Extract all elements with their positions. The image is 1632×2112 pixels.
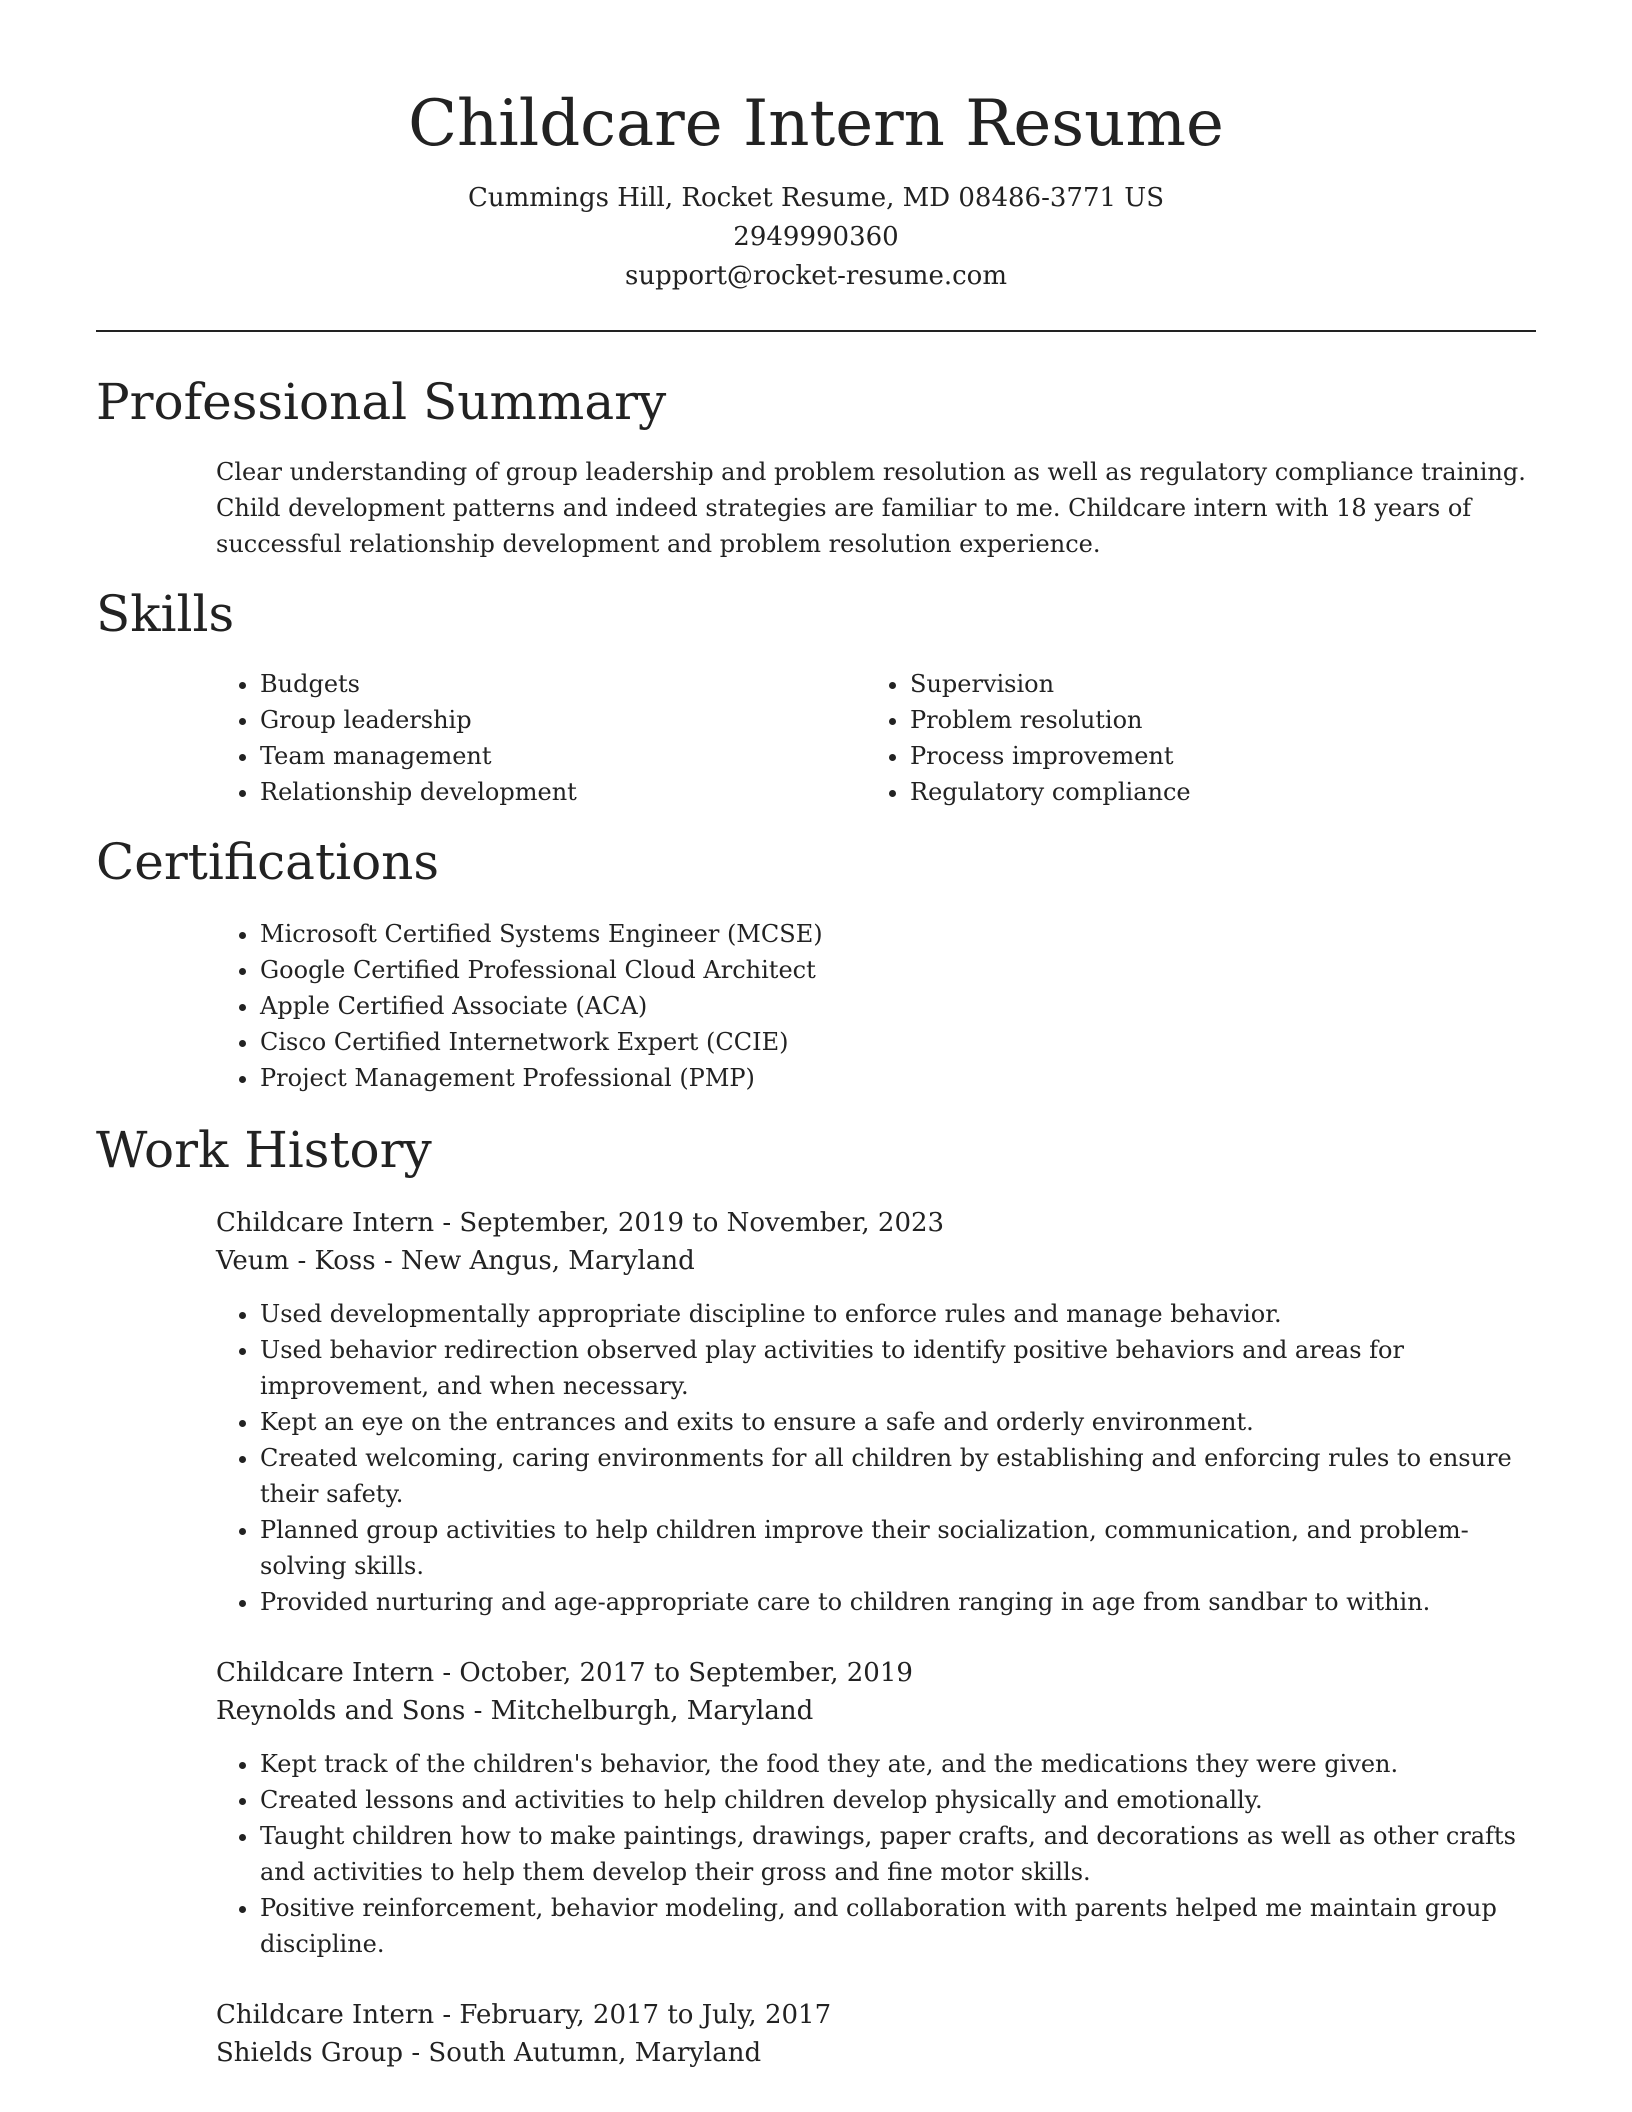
- job-duty-item: • Created welcoming, caring environments for all children by establishing and enforcing rules to ensure their safety.: [260, 1440, 1536, 1512]
- skills-list-right: [866, 666, 1516, 810]
- work-history-heading: Work History: [96, 1120, 432, 1179]
- certifications-list-wrapper: [216, 916, 1536, 1096]
- job-title-line: Childcare Intern - February, 2017 to July, 2017: [216, 1999, 832, 2030]
- summary-text: Clear understanding of group leadership and problem resolution as well as regulatory compliance training. Child development patterns and indeed strategies are familiar to me. Childcare intern with 18 years of successful relationship development and problem resolution experience.: [216, 457, 1526, 558]
- job-duty-item: • Positive reinforcement, behavior modeling, and collaboration with parents helped me maintain group discipline.: [260, 1890, 1536, 1962]
- summary-heading: Professional Summary: [96, 372, 667, 431]
- certification-item: • Google Certified Professional Cloud Architect: [260, 952, 1536, 988]
- certification-item: • Apple Certified Associate (ACA): [260, 988, 1536, 1024]
- header-divider: [96, 330, 1536, 332]
- skill-item: • Relationship development: [260, 774, 866, 810]
- certification-item: • Cisco Certified Internetwork Expert (CCIE): [260, 1024, 1536, 1060]
- skills-heading: Skills: [96, 584, 235, 643]
- job-entry: [216, 1996, 1536, 2072]
- resume-page: [96, 0, 1536, 2072]
- job-duty-item: • Taught children how to make paintings, drawings, paper crafts, and decorations as well as other crafts and activities to help them develop their gross and fine motor skills.: [260, 1818, 1536, 1890]
- skill-item: • Regulatory compliance: [910, 774, 1516, 810]
- certifications-heading: Certifications: [96, 832, 440, 891]
- certification-item: • Microsoft Certified Systems Engineer (MCSE): [260, 916, 1536, 952]
- skills-column-right: [866, 666, 1516, 810]
- job-entry: [216, 1204, 1536, 1620]
- job-duties: [216, 1296, 1536, 1620]
- work-history-section: [96, 1120, 1536, 2072]
- job-duty-item: • Planned group activities to help children improve their socialization, communication, and problem-solving skills.: [260, 1512, 1536, 1584]
- skill-item: • Supervision: [910, 666, 1516, 702]
- skills-grid: [216, 666, 1536, 810]
- job-duties-list: [216, 1746, 1536, 1962]
- job-title-line: Childcare Intern - September, 2019 to November, 2023: [216, 1207, 945, 1238]
- job-duty-item: • Provided nurturing and age-appropriate care to children ranging in age from sandbar to within.: [260, 1584, 1536, 1620]
- skill-item: • Problem resolution: [910, 702, 1516, 738]
- job-company-line: Shields Group - South Autumn, Maryland: [216, 2037, 762, 2068]
- job-duty-item: • Used developmentally appropriate discipline to enforce rules and manage behavior.: [260, 1296, 1536, 1332]
- job-duty-item: • Used behavior redirection observed play activities to identify positive behaviors and areas for improvement, and when necessary.: [260, 1332, 1536, 1404]
- skill-item: • Process improvement: [910, 738, 1516, 774]
- certification-item: • Project Management Professional (PMP): [260, 1060, 1536, 1096]
- job-company-line: Veum - Koss - New Angus, Maryland: [216, 1245, 695, 1276]
- contact-address: Cummings Hill, Rocket Resume, MD 08486-3771 US: [467, 182, 1165, 213]
- skills-list-left: [216, 666, 866, 810]
- skills-column-left: [216, 666, 866, 810]
- contact-email: support@rocket-resume.com: [624, 260, 1007, 291]
- job-duty-item: • Created lessons and activities to help children develop physically and emotionally.: [260, 1782, 1536, 1818]
- job-company-line: Reynolds and Sons - Mitchelburgh, Maryland: [216, 1695, 814, 1726]
- skill-item: • Group leadership: [260, 702, 866, 738]
- job-duty-item: • Kept track of the children's behavior, the food they ate, and the medications they were given.: [260, 1746, 1536, 1782]
- contact-phone: 2949990360: [733, 221, 899, 252]
- certifications-section: [96, 832, 1536, 1096]
- contact-block: [96, 179, 1536, 296]
- resume-title: Childcare Intern Resume: [408, 87, 1224, 161]
- skill-item: • Budgets: [260, 666, 866, 702]
- job-entry: [216, 1654, 1536, 1962]
- job-duty-item: • Kept an eye on the entrances and exits to ensure a safe and orderly environment.: [260, 1404, 1536, 1440]
- skills-section: [96, 584, 1536, 810]
- professional-summary-section: [96, 372, 1536, 562]
- certifications-list: [216, 916, 1536, 1096]
- job-duties-list: [216, 1296, 1536, 1620]
- skill-item: • Team management: [260, 738, 866, 774]
- job-title-line: Childcare Intern - October, 2017 to September, 2019: [216, 1657, 913, 1688]
- job-duties: [216, 1746, 1536, 1962]
